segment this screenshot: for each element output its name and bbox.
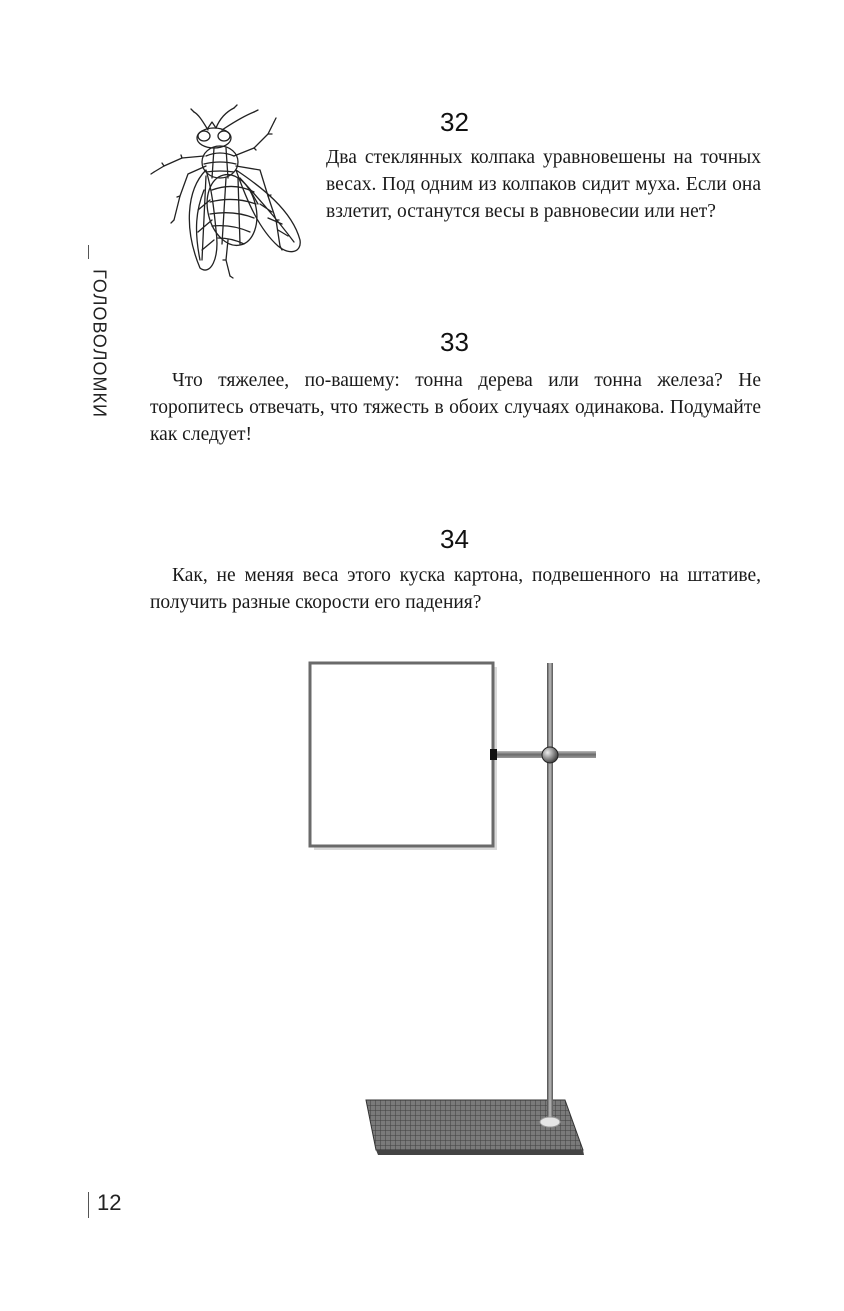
fly-illustration [150, 100, 320, 282]
header-divider [88, 245, 89, 259]
clamp-knob [542, 747, 558, 763]
page-number: 12 [97, 1190, 122, 1215]
running-header [82, 245, 112, 418]
puzzle-number-34: 34 [440, 524, 469, 554]
running-header-text: ГОЛОВОЛОМКИ [89, 269, 110, 418]
puzzle-text-34: Как, не меняя веса этого куска картона, подвешенного на штативе, получить разные скорости его падения? [150, 565, 761, 613]
puzzle-number-33: 33 [440, 327, 469, 357]
puzzle-text-33: Что тяжелее, по-вашему: тонна дерева или тонна железа? Не торопитесь отвечать, что тяжесть в обоих случаях одинакова. Подумайте как следует! [150, 370, 761, 445]
puzzle-number-32: 32 [440, 107, 469, 137]
footer-divider [88, 1192, 89, 1218]
clamp-end [490, 749, 497, 760]
puzzle-text-32: Два стеклянных колпака уравновешены на точных весах. Под одним из колпаков сидит муха. Если она взлетит, останутся весы в равновесии или нет? [326, 147, 761, 222]
stand-illustration [300, 655, 600, 1160]
cardboard-sheet [310, 663, 497, 850]
stand-rod [547, 663, 553, 1123]
rod-foot [540, 1117, 560, 1127]
